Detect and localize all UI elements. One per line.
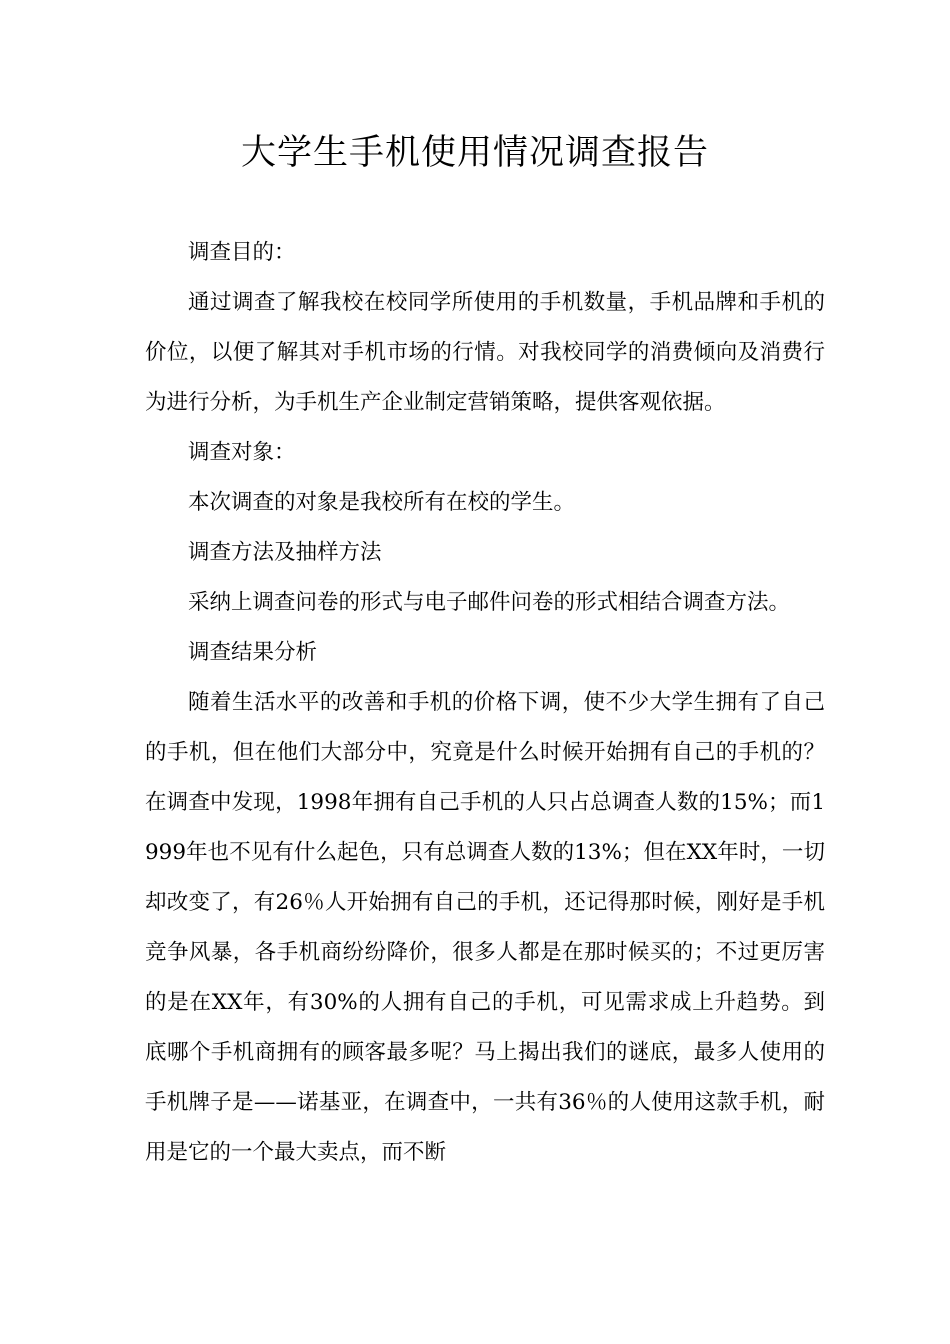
document-title: 大学生手机使用情况调查报告 <box>240 133 709 173</box>
paragraph-survey-purpose: 通过调查了解我校在校同学所使用的手机数量，手机品牌和手机的价位，以便了解其对手机市场的行情。对我校同学的消费倾向及消费行为进行分析，为手机生产企业制定营销策略，提供客观依据。 <box>145 290 825 415</box>
heading-survey-purpose: 调查目的： <box>188 240 296 265</box>
paragraph-survey-method: 采纳上调查问卷的形式与电子邮件问卷的形式相结合调查方法。 <box>188 590 791 615</box>
document-body <box>145 228 825 1178</box>
paragraph-survey-results: 随着生活水平的改善和手机的价格下调，使不少大学生拥有了自己的手机，但在他们大部分中，究竟是什么时候开始拥有自己的手机的？在调查中发现，1998年拥有自己手机的人只占总调查人数的15%；而1999年也不见有什么起色，只有总调查人数的13%；但在XX年时，一切却改变了，有26％人开始拥有自己的手机，还记得那时候，刚好是手机竞争风暴，各手机商纷纷降价，很多人都是在那时候买的；不过更厉害的是在XX年，有30%的人拥有自己的手机，可见需求成上升趋势。到底哪个手机商拥有的顾客最多呢？马上揭出我们的谜底，最多人使用的手机牌子是——诺基亚，在调查中，一共有36％的人使用这款手机，耐用是它的一个最大卖点，而不断 <box>145 690 825 1165</box>
heading-survey-method: 调查方法及抽样方法 <box>188 540 382 565</box>
heading-survey-results: 调查结果分析 <box>188 640 318 665</box>
heading-survey-subject: 调查对象： <box>188 440 296 465</box>
paragraph-survey-subject: 本次调查的对象是我校所有在校的学生。 <box>188 490 576 515</box>
